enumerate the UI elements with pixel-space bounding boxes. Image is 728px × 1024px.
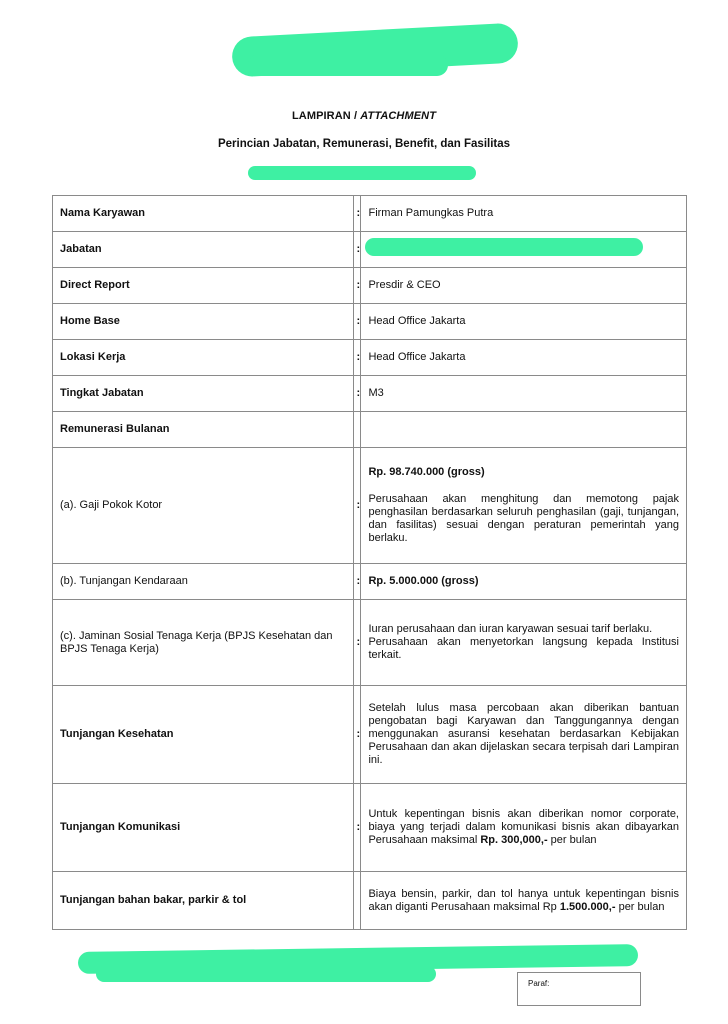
redaction-mark-subtitle (248, 166, 476, 180)
colon-separator-empty (354, 412, 361, 448)
row-label: Remunerasi Bulanan (53, 412, 354, 448)
colon-separator: : (354, 340, 361, 376)
row-label: Tunjangan Kesehatan (53, 686, 354, 784)
row-value (361, 448, 687, 564)
row-label: Lokasi Kerja (53, 340, 354, 376)
bbm-amount: 1.500.000,- (559, 900, 616, 913)
table-row (53, 564, 687, 600)
komunikasi-amount: Rp. 300,000,- (480, 834, 548, 846)
row-value: Presdir & CEO (361, 268, 687, 304)
colon-separator: : (354, 304, 361, 340)
row-value: Head Office Jakarta (361, 304, 687, 340)
row-value: Rp. 5.000.000 (gross) (361, 564, 687, 600)
row-label: Direct Report (53, 268, 354, 304)
colon-separator: : (354, 784, 361, 872)
row-value: M3 (361, 376, 687, 412)
colon-separator: : (354, 232, 361, 268)
table-row (53, 448, 687, 564)
table-row (53, 268, 687, 304)
paraf-box (517, 972, 641, 1006)
table-row (53, 784, 687, 872)
row-label: (a). Gaji Pokok Kotor (53, 448, 354, 564)
gaji-note: Perusahaan akan menghitung dan memotong pajak penghasilan berdasarkan seluruh penghasilan (gaji, tunjangan, dan fasilitas) sesuai dengan peraturan pemerintah yang berlaku. (368, 493, 679, 544)
row-label: Nama Karyawan (53, 196, 354, 232)
colon-separator: : (354, 376, 361, 412)
row-value: Setelah lulus masa percobaan akan diberikan bantuan pengobatan bagi Karyawan dan Tanggungannya dengan menggunakan asuransi kesehatan berdasarkan Kebijakan Perusahaan dan akan dijelaskan secara terpisah dari Lampiran ini. (361, 686, 687, 784)
row-label: (b). Tunjangan Kendaraan (53, 564, 354, 600)
attachment-table (52, 195, 687, 930)
row-label: Tunjangan bahan bakar, parkir & tol (53, 872, 354, 930)
table-row (53, 600, 687, 686)
colon-separator: : (354, 268, 361, 304)
colon-separator: : (354, 196, 361, 232)
row-label: (c). Jaminan Sosial Tenaga Kerja (BPJS Kesehatan dan BPJS Tenaga Kerja) (53, 600, 354, 686)
row-value-redacted (361, 232, 687, 268)
row-label: Home Base (53, 304, 354, 340)
table-row (53, 196, 687, 232)
row-value: Biaya bensin, parkir, dan tol hanya untuk kepentingan bisnis akan diganti Perusahaan maksimal Rp 1.500.000,- per bulan (361, 872, 687, 930)
row-value: Firman Pamungkas Putra (361, 196, 687, 232)
redaction-mark-top-tail (248, 54, 448, 76)
row-value: Head Office Jakarta (361, 340, 687, 376)
row-label: Jabatan (53, 232, 354, 268)
table-row (53, 340, 687, 376)
table-row (53, 376, 687, 412)
colon-separator: : (354, 600, 361, 686)
table-row (53, 232, 687, 268)
row-label: Tingkat Jabatan (53, 376, 354, 412)
colon-separator-empty (354, 872, 361, 930)
paraf-label: Paraf: (528, 979, 550, 988)
colon-separator: : (354, 564, 361, 600)
page-title-italic: ATTACHMENT (360, 110, 437, 122)
colon-separator: : (354, 448, 361, 564)
page-subtitle: Perincian Jabatan, Remunerasi, Benefit, dan Fasilitas (217, 138, 511, 150)
table-row (53, 872, 687, 930)
table-row (53, 304, 687, 340)
row-value (361, 600, 687, 686)
redaction-mark-footer-2 (96, 966, 436, 982)
table-row (53, 686, 687, 784)
redaction-mark-jabatan (365, 238, 643, 256)
page-title: LAMPIRAN / ATTACHMENT (291, 110, 437, 122)
jamsostek-line-2: Perusahaan akan menyetorkan langsung kepada Institusi terkait. (368, 636, 679, 661)
row-value: Untuk kepentingan bisnis akan diberikan nomor corporate, biaya yang terjadi dalam komunikasi bisnis akan dibayarkan Perusahaan maksimal Rp. 300,000,- per bulan (361, 784, 687, 872)
row-value-empty (361, 412, 687, 448)
row-label: Tunjangan Komunikasi (53, 784, 354, 872)
colon-separator: : (354, 686, 361, 784)
gaji-amount: Rp. 98.740.000 (gross) (368, 466, 485, 478)
table-row (53, 412, 687, 448)
jamsostek-line-1: Iuran perusahaan dan iuran karyawan sesuai tarif berlaku. (368, 623, 653, 635)
